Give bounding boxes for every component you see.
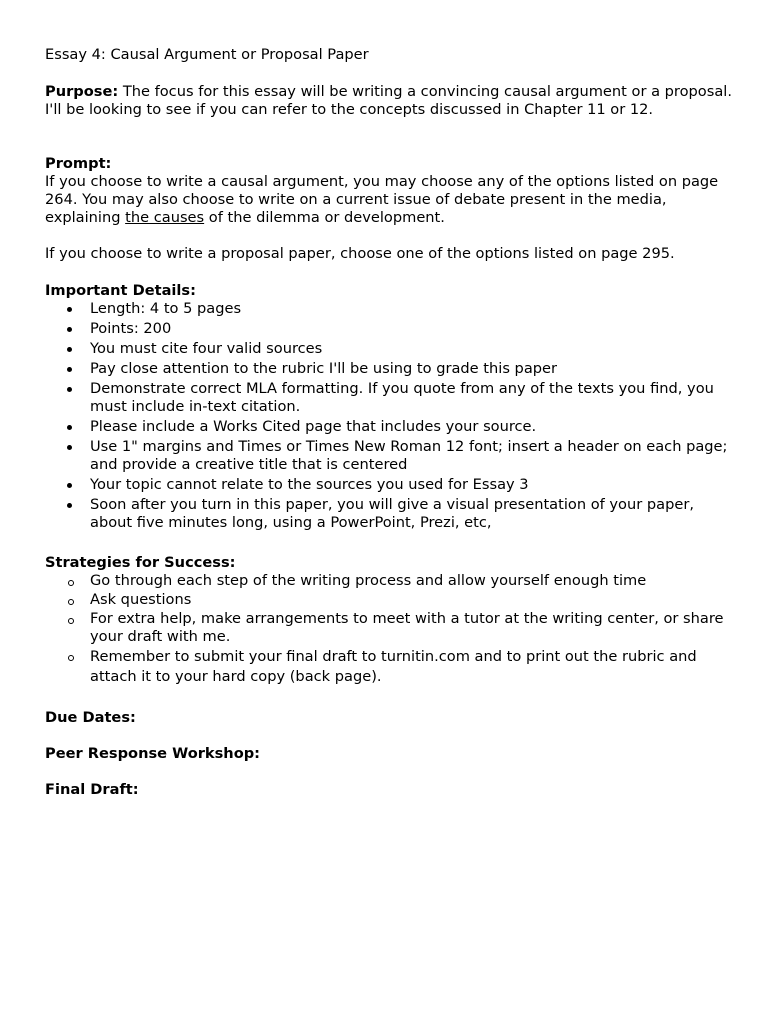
list-item: Ask questions <box>45 591 735 609</box>
purpose-text: The focus for this essay will be writing a convincing causal argument or a proposal. I'll be looking to see if you can refer to the concepts discussed in Chapter 11 or 12. <box>45 83 732 118</box>
list-item: For extra help, make arrangements to meet with a tutor at the writing center, or share your draft with me. <box>45 610 735 646</box>
peer-response-heading: Peer Response Workshop: <box>45 745 261 762</box>
details-list <box>45 300 735 534</box>
details-heading: Important Details: <box>45 282 196 299</box>
final-draft-heading: Final Draft: <box>45 781 139 798</box>
list-item: Demonstrate correct MLA formatting. If you quote from any of the texts you find, you must include in-text citation. <box>45 380 735 416</box>
prompt-underlined-text: the causes <box>125 209 205 226</box>
list-item: Length: 4 to 5 pages <box>45 300 735 318</box>
list-item: Use 1" margins and Times or Times New Roman 12 font; insert a header on each page; and provide a creative title that is centered <box>45 438 735 474</box>
prompt-paragraph-1 <box>45 173 735 227</box>
list-item: Soon after you turn in this paper, you will give a visual presentation of your paper, about five minutes long, using a PowerPoint, Prezi, etc, <box>45 496 735 532</box>
list-item: You must cite four valid sources <box>45 340 735 358</box>
prompt-heading: Prompt: <box>45 155 112 172</box>
list-item: Your topic cannot relate to the sources you used for Essay 3 <box>45 476 735 494</box>
strategies-heading: Strategies for Success: <box>45 554 236 571</box>
document-title: Essay 4: Causal Argument or Proposal Paper <box>45 46 369 63</box>
strategies-list <box>45 572 735 688</box>
purpose-paragraph <box>45 83 735 119</box>
purpose-label: Purpose: <box>45 83 119 100</box>
due-dates-heading: Due Dates: <box>45 709 136 726</box>
list-item: Pay close attention to the rubric I'll be using to grade this paper <box>45 360 735 378</box>
list-item: Go through each step of the writing process and allow yourself enough time <box>45 572 735 590</box>
list-item: Points: 200 <box>45 320 735 338</box>
prompt-text-after: of the dilemma or development. <box>204 209 445 226</box>
prompt-paragraph-2: If you choose to write a proposal paper, choose one of the options listed on page 295. <box>45 245 675 262</box>
list-item: Remember to submit your final draft to turnitin.com and to print out the rubric and attach it to your hard copy (back page). <box>45 647 735 687</box>
prompt-text-before: If you choose to write a causal argument, you may choose any of the options listed on page 264. You may also choose to write on a current issue of debate present in the media, explaining <box>45 173 719 226</box>
list-item: Please include a Works Cited page that includes your source. <box>45 418 735 436</box>
